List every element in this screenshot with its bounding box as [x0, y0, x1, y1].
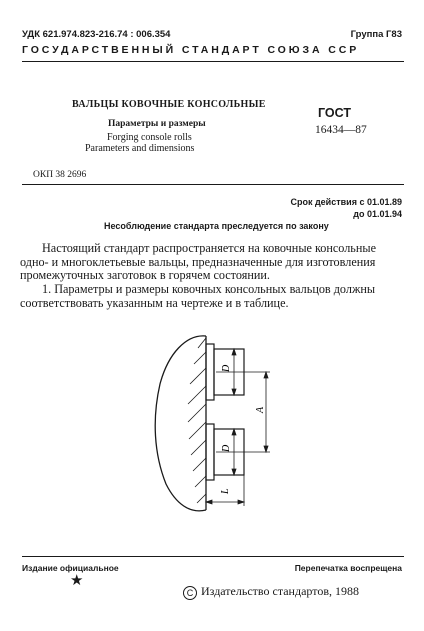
label-a: A: [255, 406, 266, 413]
english-subtitle: Parameters and dimensions: [85, 143, 195, 154]
middle-rule: [22, 184, 404, 185]
copyright-icon: C: [183, 586, 197, 600]
official-edition-note: Издание официальное: [22, 563, 119, 573]
paragraph-line: соответствовать указанным на чертеже и в таблице.: [20, 295, 289, 310]
validity-from: Срок действия с 01.01.89: [290, 197, 402, 207]
copyright-line: [183, 584, 359, 600]
rolls-drawing: [146, 324, 286, 524]
label-l: L: [220, 488, 231, 494]
udk-code: УДК 621.974.823-216.74 : 006.354: [22, 29, 171, 40]
bottom-rule: [22, 556, 404, 557]
okp-code: ОКП 38 2696: [33, 170, 87, 180]
reprint-prohibited-note: Перепечатка воспрещена: [294, 563, 402, 573]
paragraph-line: Настоящий стандарт распространяется на ковочные консольные: [42, 241, 376, 255]
law-notice: Несоблюдение стандарта преследуется по закону: [104, 221, 329, 231]
star-icon: ★: [70, 573, 84, 589]
lower-roll-flange: [206, 424, 214, 480]
paragraph-line: 1. Параметры и размеры ковочных консольных вальцов должны: [42, 282, 376, 296]
housing-hatching: [188, 338, 206, 503]
label-d-upper: D: [221, 364, 232, 372]
paragraph-line: промежуточных заготовок в горячем состоянии.: [20, 268, 270, 283]
state-standard-heading: ГОСУДАРСТВЕННЫЙ СТАНДАРТ СОЮЗА ССР: [22, 44, 360, 56]
english-title: Forging console rolls: [107, 132, 192, 143]
paragraph-line: одно- и многоклетьевые вальцы, предназначенные для изготовления: [20, 254, 376, 269]
paragraph-item-1: [20, 282, 404, 310]
gost-label: ГОСТ: [318, 106, 351, 120]
label-d-lower: D: [221, 444, 232, 452]
document-title: ВАЛЬЦЫ КОВОЧНЫЕ КОНСОЛЬНЫЕ: [72, 99, 266, 110]
upper-roll-flange: [206, 344, 214, 400]
housing-outline: [155, 336, 206, 511]
paragraph-scope: [20, 241, 404, 283]
copyright-text: Издательство стандартов, 1988: [201, 584, 359, 598]
top-rule: [22, 61, 404, 62]
validity-to: до 01.01.94: [353, 209, 402, 219]
group-code: Группа Г83: [350, 29, 402, 40]
gost-number: 16434—87: [315, 124, 367, 136]
document-subtitle: Параметры и размеры: [108, 119, 206, 129]
